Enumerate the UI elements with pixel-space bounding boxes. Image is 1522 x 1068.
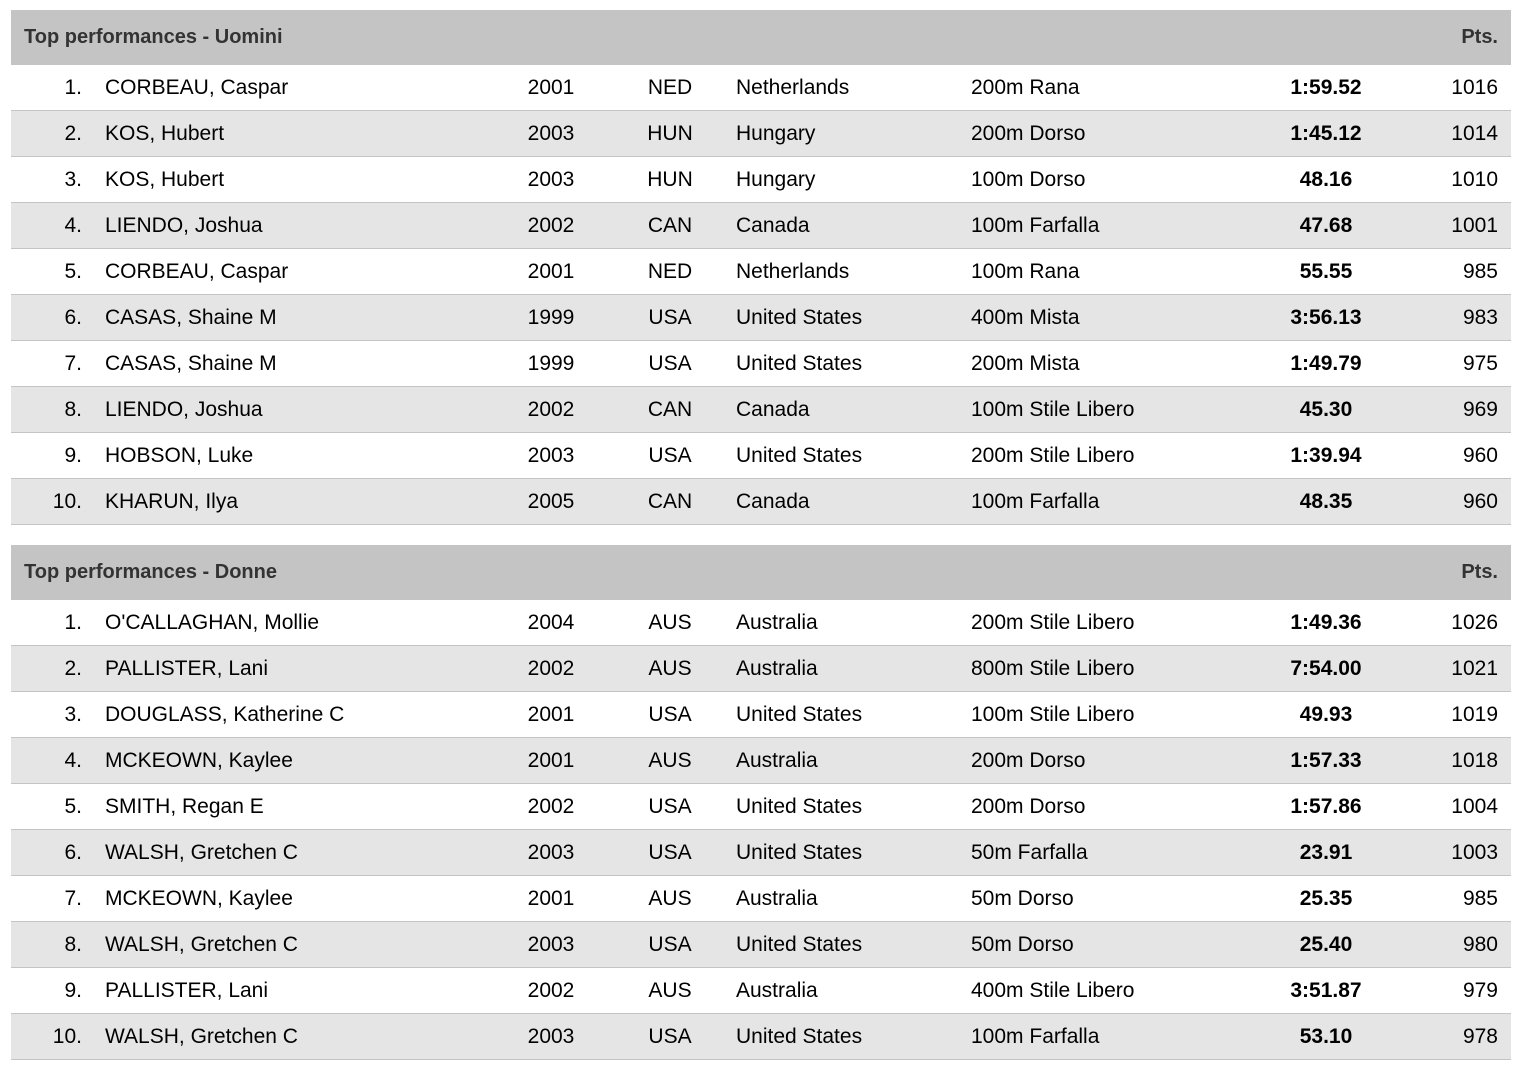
rank-cell: 7. <box>64 352 82 375</box>
country-cell: Canada <box>736 490 810 513</box>
table-row <box>11 784 1511 830</box>
athlete-name-cell: KHARUN, Ilya <box>105 490 239 513</box>
points-cell: 1016 <box>1451 76 1498 99</box>
event-cell: 50m Farfalla <box>971 841 1088 864</box>
time-cell: 1:49.79 <box>1290 352 1362 375</box>
table-row <box>11 65 1511 111</box>
rank-cell: 3. <box>64 168 82 191</box>
country-cell: Australia <box>736 749 818 772</box>
birth-year-cell: 2003 <box>527 841 575 864</box>
athlete-name-cell: CASAS, Shaine M <box>105 352 277 375</box>
birth-year-cell: 2002 <box>527 657 575 680</box>
points-cell: 979 <box>1462 979 1498 1002</box>
country-cell: Netherlands <box>736 76 850 99</box>
time-cell: 48.35 <box>1299 490 1353 513</box>
country-cell: Canada <box>736 214 810 237</box>
points-column-header: Pts. <box>1461 26 1498 48</box>
table-row <box>11 1014 1511 1060</box>
time-cell: 1:57.86 <box>1290 795 1362 818</box>
points-cell: 1026 <box>1451 611 1498 634</box>
time-cell: 3:51.87 <box>1290 979 1362 1002</box>
country-code-cell: USA <box>648 306 692 329</box>
event-cell: 100m Farfalla <box>971 1025 1100 1048</box>
country-code-cell: CAN <box>647 398 693 421</box>
birth-year-cell: 2003 <box>527 933 575 956</box>
country-cell: Australia <box>736 887 818 910</box>
rank-cell: 4. <box>64 749 82 772</box>
event-cell: 50m Dorso <box>971 933 1074 956</box>
rank-cell: 7. <box>64 887 82 910</box>
time-cell: 3:56.13 <box>1290 306 1362 329</box>
birth-year-cell: 2003 <box>527 1025 575 1048</box>
birth-year-cell: 2001 <box>527 76 575 99</box>
rank-cell: 10. <box>52 1025 82 1048</box>
time-cell: 48.16 <box>1299 168 1353 191</box>
athlete-name-cell: SMITH, Regan E <box>105 795 264 818</box>
birth-year-cell: 2005 <box>527 490 575 513</box>
time-cell: 1:57.33 <box>1290 749 1362 772</box>
country-cell: Australia <box>736 979 818 1002</box>
country-code-cell: CAN <box>647 214 693 237</box>
event-cell: 100m Rana <box>971 260 1080 283</box>
country-cell: Australia <box>736 611 818 634</box>
athlete-name-cell: WALSH, Gretchen C <box>105 841 298 864</box>
event-cell: 100m Dorso <box>971 168 1086 191</box>
athlete-name-cell: MCKEOWN, Kaylee <box>105 749 293 772</box>
country-code-cell: USA <box>648 703 692 726</box>
table-row <box>11 692 1511 738</box>
country-cell: Hungary <box>736 122 816 145</box>
event-cell: 800m Stile Libero <box>971 657 1135 680</box>
country-code-cell: USA <box>648 352 692 375</box>
time-cell: 49.93 <box>1299 703 1353 726</box>
points-cell: 1021 <box>1451 657 1498 680</box>
points-cell: 980 <box>1462 933 1498 956</box>
points-cell: 960 <box>1462 444 1498 467</box>
birth-year-cell: 2001 <box>527 703 575 726</box>
event-cell: 100m Stile Libero <box>971 398 1135 421</box>
table-row <box>11 295 1511 341</box>
rank-cell: 1. <box>64 76 82 99</box>
athlete-name-cell: CORBEAU, Caspar <box>105 260 289 283</box>
table-row <box>11 922 1511 968</box>
time-cell: 25.35 <box>1299 887 1353 910</box>
birth-year-cell: 1999 <box>527 352 575 375</box>
event-cell: 400m Stile Libero <box>971 979 1135 1002</box>
country-code-cell: USA <box>648 1025 692 1048</box>
country-code-cell: HUN <box>647 122 693 145</box>
table-row <box>11 341 1511 387</box>
rank-cell: 8. <box>64 933 82 956</box>
country-code-cell: CAN <box>647 490 693 513</box>
points-cell: 983 <box>1462 306 1498 329</box>
points-cell: 1014 <box>1451 122 1498 145</box>
event-cell: 200m Mista <box>971 352 1080 375</box>
country-cell: Netherlands <box>736 260 850 283</box>
time-cell: 55.55 <box>1299 260 1353 283</box>
athlete-name-cell: PALLISTER, Lani <box>105 979 269 1002</box>
event-cell: 400m Mista <box>971 306 1080 329</box>
rank-cell: 3. <box>64 703 82 726</box>
points-cell: 1010 <box>1451 168 1498 191</box>
birth-year-cell: 2001 <box>527 887 575 910</box>
time-cell: 1:39.94 <box>1290 444 1362 467</box>
birth-year-cell: 2002 <box>527 398 575 421</box>
table-body <box>11 65 1511 525</box>
table-row <box>11 433 1511 479</box>
event-cell: 200m Dorso <box>971 122 1086 145</box>
athlete-name-cell: O'CALLAGHAN, Mollie <box>105 611 320 634</box>
points-cell: 1019 <box>1451 703 1498 726</box>
athlete-name-cell: PALLISTER, Lani <box>105 657 269 680</box>
table-row <box>11 968 1511 1014</box>
country-cell: United States <box>736 703 863 726</box>
table-row <box>11 830 1511 876</box>
event-cell: 100m Farfalla <box>971 214 1100 237</box>
time-cell: 47.68 <box>1299 214 1353 237</box>
table-row <box>11 600 1511 646</box>
country-code-cell: AUS <box>648 887 692 910</box>
birth-year-cell: 2002 <box>527 795 575 818</box>
country-code-cell: USA <box>648 933 692 956</box>
table-row <box>11 646 1511 692</box>
athlete-name-cell: LIENDO, Joshua <box>105 398 263 421</box>
rank-cell: 2. <box>64 657 82 680</box>
points-cell: 1018 <box>1451 749 1498 772</box>
table-row <box>11 479 1511 525</box>
country-cell: United States <box>736 841 863 864</box>
country-code-cell: AUS <box>648 979 692 1002</box>
athlete-name-cell: KOS, Hubert <box>105 168 225 191</box>
points-column-header: Pts. <box>1461 561 1498 583</box>
country-code-cell: HUN <box>647 168 693 191</box>
athlete-name-cell: DOUGLASS, Katherine C <box>105 703 345 726</box>
rank-cell: 4. <box>64 214 82 237</box>
event-cell: 200m Rana <box>971 76 1080 99</box>
athlete-name-cell: WALSH, Gretchen C <box>105 1025 298 1048</box>
birth-year-cell: 2002 <box>527 979 575 1002</box>
rank-cell: 6. <box>64 306 82 329</box>
table-row <box>11 738 1511 784</box>
rank-cell: 9. <box>64 979 82 1002</box>
country-cell: Australia <box>736 657 818 680</box>
rank-cell: 6. <box>64 841 82 864</box>
table-body <box>11 600 1511 1060</box>
country-code-cell: USA <box>648 795 692 818</box>
rank-cell: 9. <box>64 444 82 467</box>
athlete-name-cell: WALSH, Gretchen C <box>105 933 298 956</box>
table-row <box>11 203 1511 249</box>
country-code-cell: USA <box>648 444 692 467</box>
table-row <box>11 111 1511 157</box>
athlete-name-cell: HOBSON, Luke <box>105 444 254 467</box>
rank-cell: 8. <box>64 398 82 421</box>
event-cell: 100m Farfalla <box>971 490 1100 513</box>
rank-cell: 5. <box>64 260 82 283</box>
event-cell: 100m Stile Libero <box>971 703 1135 726</box>
points-cell: 978 <box>1462 1025 1498 1048</box>
time-cell: 25.40 <box>1299 933 1353 956</box>
country-cell: United States <box>736 795 863 818</box>
top-performances-women-table <box>11 545 1511 1060</box>
table-header <box>11 10 1511 65</box>
time-cell: 1:59.52 <box>1290 76 1362 99</box>
time-cell: 45.30 <box>1299 398 1353 421</box>
time-cell: 23.91 <box>1299 841 1353 864</box>
rank-cell: 10. <box>52 490 82 513</box>
event-cell: 50m Dorso <box>971 887 1074 910</box>
birth-year-cell: 2004 <box>527 611 575 634</box>
points-cell: 1004 <box>1451 795 1498 818</box>
table-title: Top performances - Uomini <box>24 26 283 48</box>
birth-year-cell: 2003 <box>527 122 575 145</box>
country-cell: United States <box>736 306 863 329</box>
birth-year-cell: 1999 <box>527 306 575 329</box>
rank-cell: 1. <box>64 611 82 634</box>
country-code-cell: AUS <box>648 657 692 680</box>
table-row <box>11 876 1511 922</box>
time-cell: 7:54.00 <box>1290 657 1362 680</box>
athlete-name-cell: MCKEOWN, Kaylee <box>105 887 293 910</box>
points-cell: 985 <box>1462 260 1498 283</box>
country-code-cell: NED <box>647 76 693 99</box>
birth-year-cell: 2002 <box>527 214 575 237</box>
country-code-cell: NED <box>647 260 693 283</box>
country-cell: Hungary <box>736 168 816 191</box>
birth-year-cell: 2001 <box>527 260 575 283</box>
athlete-name-cell: KOS, Hubert <box>105 122 225 145</box>
athlete-name-cell: CORBEAU, Caspar <box>105 76 289 99</box>
birth-year-cell: 2001 <box>527 749 575 772</box>
country-cell: United States <box>736 444 863 467</box>
athlete-name-cell: CASAS, Shaine M <box>105 306 277 329</box>
points-cell: 1003 <box>1451 841 1498 864</box>
country-code-cell: AUS <box>648 749 692 772</box>
table-title: Top performances - Donne <box>24 561 277 583</box>
athlete-name-cell: LIENDO, Joshua <box>105 214 263 237</box>
rank-cell: 2. <box>64 122 82 145</box>
points-cell: 969 <box>1462 398 1498 421</box>
country-cell: United States <box>736 352 863 375</box>
table-row <box>11 157 1511 203</box>
time-cell: 1:49.36 <box>1290 611 1362 634</box>
points-cell: 1001 <box>1451 214 1498 237</box>
event-cell: 200m Stile Libero <box>971 611 1135 634</box>
event-cell: 200m Dorso <box>971 749 1086 772</box>
time-cell: 53.10 <box>1299 1025 1353 1048</box>
country-cell: Canada <box>736 398 810 421</box>
country-cell: United States <box>736 933 863 956</box>
country-code-cell: AUS <box>648 611 692 634</box>
rank-cell: 5. <box>64 795 82 818</box>
country-cell: United States <box>736 1025 863 1048</box>
birth-year-cell: 2003 <box>527 168 575 191</box>
event-cell: 200m Stile Libero <box>971 444 1135 467</box>
time-cell: 1:45.12 <box>1290 122 1362 145</box>
table-row <box>11 249 1511 295</box>
points-cell: 960 <box>1462 490 1498 513</box>
table-row <box>11 387 1511 433</box>
country-code-cell: USA <box>648 841 692 864</box>
points-cell: 985 <box>1462 887 1498 910</box>
table-header <box>11 545 1511 600</box>
top-performances-men-table <box>11 10 1511 525</box>
points-cell: 975 <box>1462 352 1498 375</box>
birth-year-cell: 2003 <box>527 444 575 467</box>
event-cell: 200m Dorso <box>971 795 1086 818</box>
